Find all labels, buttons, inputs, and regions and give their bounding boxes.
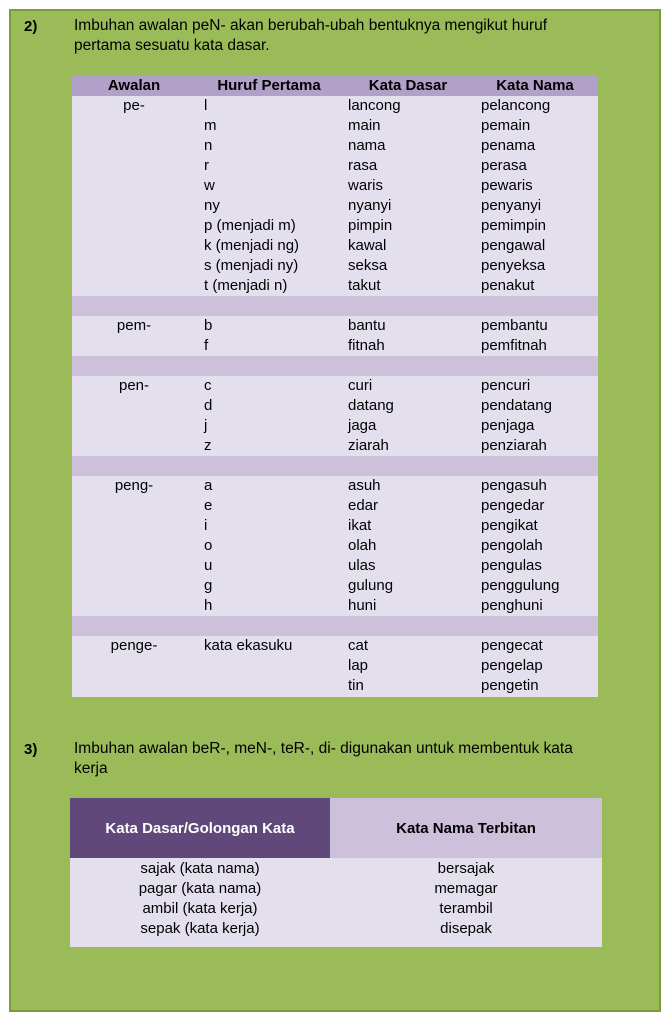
table-row [72,396,598,416]
kata-terbitan-cell: bersajak [437,860,495,877]
huruf-pertama-cell: a [204,477,213,494]
huruf-pertama-cell: f [204,337,209,354]
huruf-pertama-cell: i [204,517,208,534]
kata-dasar-cell: nyanyi [348,197,392,214]
kata-nama-cell: pemimpin [481,217,547,234]
kata-dasar-cell: takut [348,277,381,294]
huruf-pertama-cell: e [204,497,213,514]
kata-dasar-cell: sepak (kata kerja) [140,920,260,937]
kata-dasar-cell: ambil (kata kerja) [142,900,258,917]
header-kata-dasar-golongan: Kata Dasar/Golongan Kata [70,798,330,858]
table-row [70,899,602,919]
kata-dasar-cell: main [348,117,381,134]
table-row [72,576,598,596]
huruf-pertama-cell: c [204,377,212,394]
table-row [72,256,598,276]
kata-nama-cell: pengecat [481,637,543,654]
verb-table [70,798,602,947]
table-row [72,96,598,116]
kata-dasar-cell: lap [348,657,369,674]
huruf-pertama-cell: t (menjadi n) [204,277,288,294]
kata-dasar-cell: ziarah [348,437,389,454]
huruf-pertama-cell: p (menjadi m) [204,217,296,234]
kata-dasar-cell: edar [348,497,379,514]
kata-nama-cell: pemain [481,117,531,134]
kata-dasar-cell: olah [348,537,377,554]
table-row [72,676,598,696]
kata-nama-cell: pembantu [481,317,548,334]
kata-nama-cell: penyeksa [481,257,546,274]
kata-dasar-cell: bantu [348,317,386,334]
huruf-pertama-cell: o [204,537,213,554]
awalan-cell: pen- [118,377,150,394]
table-row [72,496,598,516]
kata-dasar-cell: ikat [348,517,372,534]
kata-dasar-cell: pagar (kata nama) [138,880,262,897]
kata-dasar-cell: jaga [348,417,377,434]
kata-dasar-cell: asuh [348,477,381,494]
kata-dasar-cell: nama [348,137,386,154]
kata-nama-cell: pengedar [481,497,545,514]
kata-dasar-cell: gulung [348,577,394,594]
kata-dasar-cell: lancong [348,97,401,114]
kata-nama-cell: pengasuh [481,477,547,494]
huruf-pertama-cell: r [204,157,209,174]
header-awalan: Awalan [107,77,161,94]
kata-nama-cell: pendatang [481,397,552,414]
huruf-pertama-cell: n [204,137,213,154]
header-huruf-pertama: Huruf Pertama [217,77,321,94]
section-2-text-line2: pertama sesuatu kata dasar. [74,37,270,54]
table-row [72,136,598,156]
huruf-pertama-cell: h [204,597,213,614]
prefix-table-header [72,76,598,96]
kata-dasar-cell: sajak (kata nama) [140,860,260,877]
section-2-number: 2) [24,18,38,35]
header-kata-dasar: Kata Dasar [368,77,448,94]
kata-nama-cell: pengulas [481,557,542,574]
kata-dasar-cell: waris [348,177,384,194]
awalan-cell: penge- [110,637,158,654]
group-separator [72,356,598,376]
kata-nama-cell: penghuni [481,597,543,614]
kata-dasar-cell: curi [348,377,373,394]
prefix-table [72,76,598,697]
table-row [72,176,598,196]
header-kata-nama: Kata Nama [496,77,574,94]
table-row [72,436,598,456]
table-row [72,336,598,356]
table-row [70,859,602,879]
table-row [72,476,598,496]
section-3-text-line1: Imbuhan awalan beR-, meN-, teR-, di- digunakan untuk membentuk kata [74,740,573,757]
table-row [72,316,598,336]
table-row [72,536,598,556]
table-row [72,116,598,136]
kata-nama-cell: pengikat [481,517,538,534]
huruf-pertama-cell: kata ekasuku [204,637,293,654]
table-row [72,376,598,396]
kata-dasar-cell: huni [348,597,377,614]
table-row [70,879,602,899]
huruf-pertama-cell: u [204,557,213,574]
kata-nama-cell: penggulung [481,577,560,594]
kata-dasar-cell: datang [348,397,394,414]
table-row [72,196,598,216]
table-row [72,236,598,256]
kata-dasar-cell: pimpin [348,217,393,234]
kata-terbitan-cell: disepak [440,920,492,937]
kata-dasar-cell: ulas [348,557,376,574]
huruf-pertama-cell: d [204,397,213,414]
table-row [72,556,598,576]
group-separator [72,616,598,636]
table-row [72,276,598,296]
kata-nama-cell: penziarah [481,437,547,454]
huruf-pertama-cell: z [204,437,212,454]
table-row [72,416,598,436]
kata-nama-cell: pencuri [481,377,531,394]
kata-dasar-cell: rasa [348,157,378,174]
kata-nama-cell: perasa [481,157,527,174]
kata-dasar-cell: seksa [348,257,388,274]
table-row [72,656,598,676]
table-row [72,516,598,536]
kata-nama-cell: pewaris [481,177,533,194]
kata-nama-cell: pengetin [481,677,539,694]
huruf-pertama-cell: b [204,317,213,334]
awalan-cell: pem- [116,317,152,334]
kata-nama-cell: pengolah [481,537,543,554]
huruf-pertama-cell: w [204,177,215,194]
section-2-text-line1: Imbuhan awalan peN- akan berubah-ubah bentuknya mengikut huruf [74,17,548,34]
table-row [72,636,598,656]
huruf-pertama-cell: k (menjadi ng) [204,237,300,254]
section-3-number: 3) [24,741,38,758]
kata-nama-cell: pemfitnah [481,337,547,354]
awalan-cell: peng- [114,477,154,494]
huruf-pertama-cell: s (menjadi ny) [204,257,299,274]
kata-dasar-cell: tin [348,677,364,694]
awalan-cell: pe- [123,97,145,114]
group-separator [72,296,598,316]
kata-nama-cell: penjaga [481,417,535,434]
section-3-text-line2: kerja [74,760,108,777]
kata-nama-cell: pengelap [481,657,543,674]
kata-dasar-cell: fitnah [348,337,385,354]
huruf-pertama-cell: ny [204,197,220,214]
kata-nama-cell: pengawal [481,237,546,254]
group-separator [72,456,598,476]
huruf-pertama-cell: m [204,117,217,134]
kata-nama-cell: penama [481,137,536,154]
kata-terbitan-cell: memagar [434,880,498,897]
kata-terbitan-cell: terambil [439,900,493,917]
huruf-pertama-cell: j [204,417,208,434]
huruf-pertama-cell: l [204,97,208,114]
kata-nama-cell: penakut [481,277,535,294]
table-row [72,156,598,176]
kata-nama-cell: penyanyi [481,197,542,214]
huruf-pertama-cell: g [204,577,213,594]
table-row [70,919,602,939]
kata-dasar-cell: kawal [348,237,387,254]
kata-nama-cell: pelancong [481,97,551,114]
header-kata-nama-terbitan: Kata Nama Terbitan [330,798,602,858]
table-row [72,216,598,236]
kata-dasar-cell: cat [348,637,369,654]
table-row [72,596,598,616]
